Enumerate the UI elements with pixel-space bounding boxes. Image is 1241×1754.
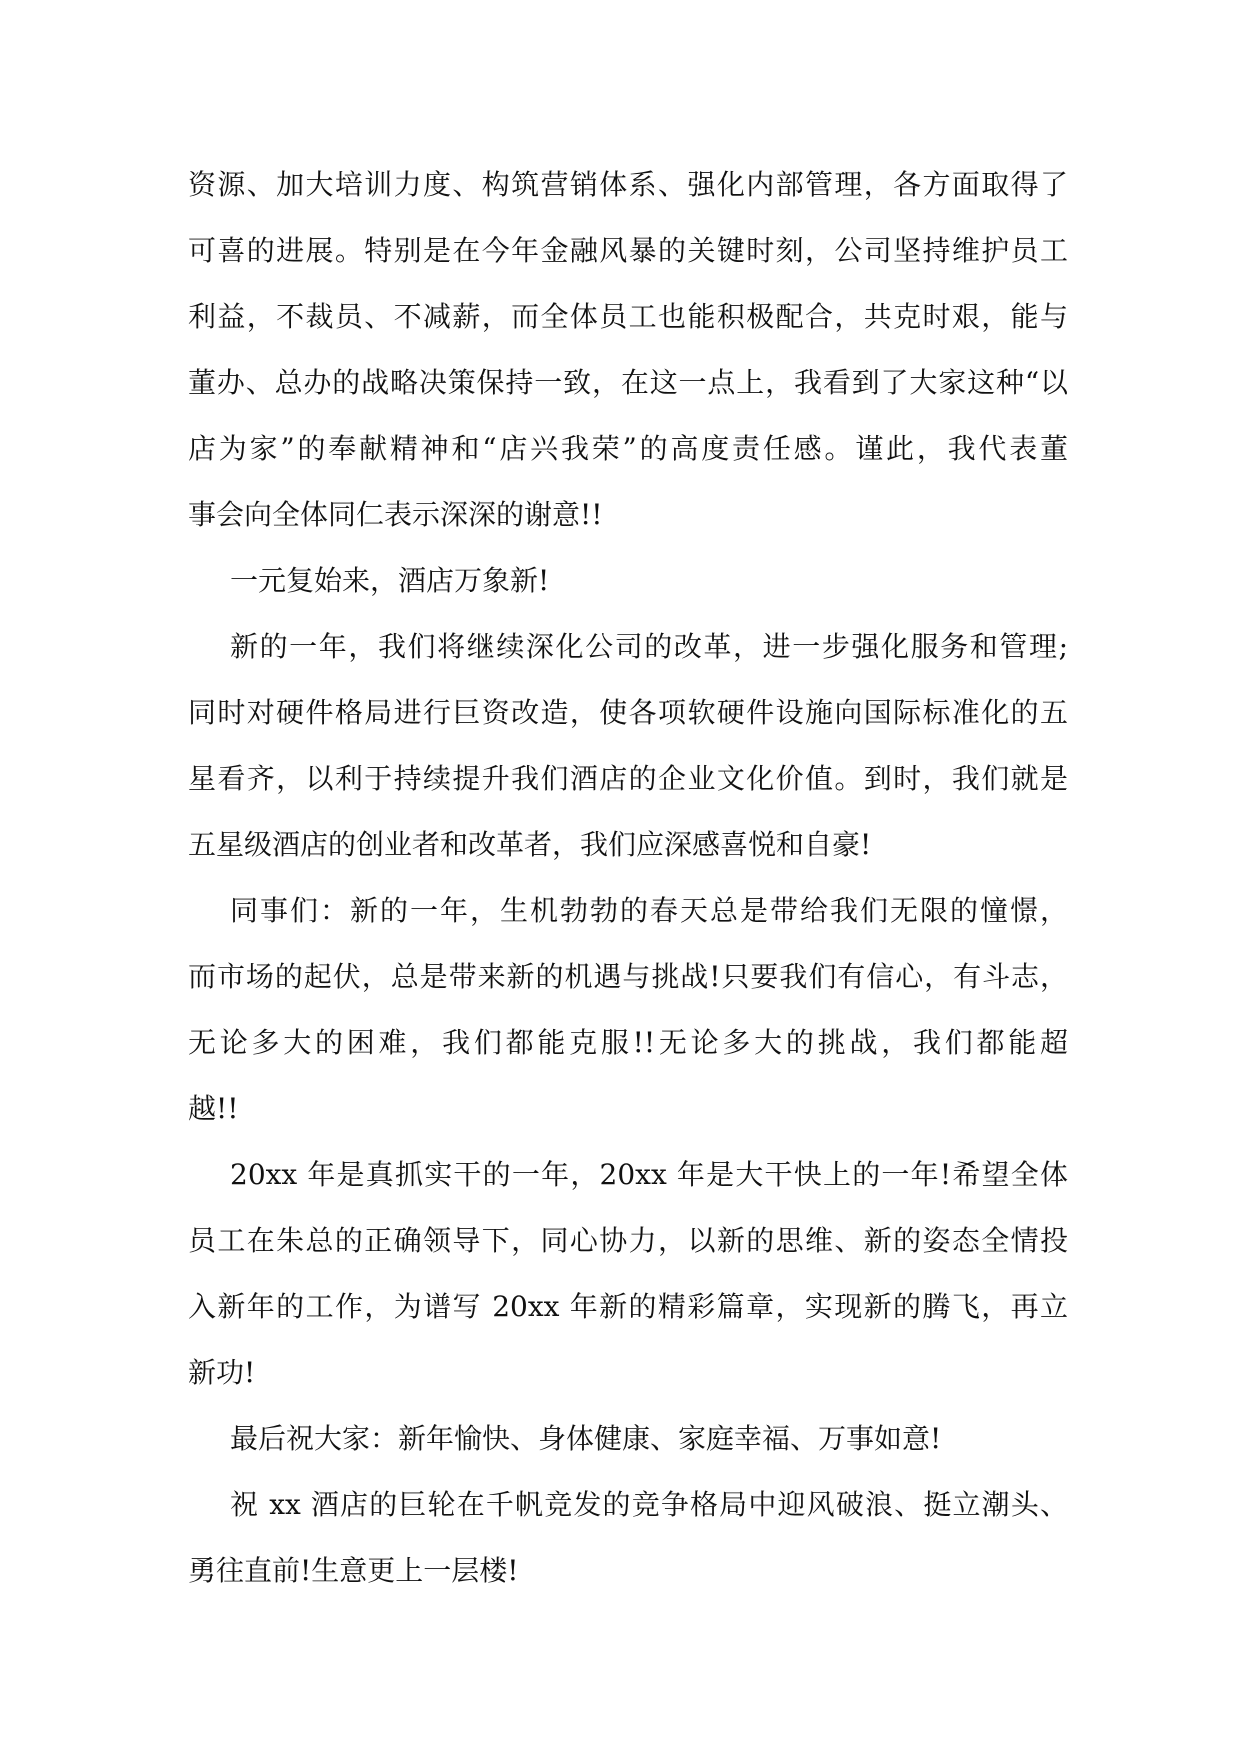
- text-line: 董办、总办的战略决策保持一致，在这一点上，我看到了大家这种“以: [188, 366, 1068, 399]
- text-line: 店为家”的奉献精神和“店兴我荣”的高度责任感。谨此，我代表董: [188, 432, 1068, 465]
- text-line: 资源、加大培训力度、构筑营销体系、强化内部管理，各方面取得了: [188, 168, 1068, 201]
- text-line: 越!!: [188, 1092, 239, 1125]
- text-line: 同事们：新的一年，生机勃勃的春天总是带给我们无限的憧憬，: [230, 894, 1068, 927]
- text-line: 可喜的进展。特别是在今年金融风暴的关键时刻，公司坚持维护员工: [188, 234, 1068, 267]
- text-line: 员工在朱总的正确领导下，同心协力，以新的思维、新的姿态全情投: [188, 1224, 1068, 1257]
- document-body: [188, 152, 1068, 1604]
- text-line: 事会向全体同仁表示深深的谢意!!: [188, 498, 603, 531]
- text-line: 星看齐，以利于持续提升我们酒店的企业文化价值。到时，我们就是: [188, 762, 1068, 795]
- paragraph-4: [188, 878, 1068, 1142]
- text-line: 新功!: [188, 1356, 256, 1389]
- text-line: 祝 xx 酒店的巨轮在千帆竞发的竞争格局中迎风破浪、挺立潮头、: [230, 1488, 1068, 1521]
- paragraph-1: [188, 152, 1068, 548]
- text-line: 同时对硬件格局进行巨资改造，使各项软硬件设施向国际标准化的五: [188, 696, 1068, 729]
- paragraph-5: [188, 1142, 1068, 1406]
- paragraph-6: [188, 1406, 1068, 1472]
- text-line: 勇往直前!生意更上一层楼!: [188, 1554, 519, 1587]
- text-line: 利益，不裁员、不减薪，而全体员工也能积极配合，共克时艰，能与: [188, 300, 1068, 333]
- text-line: 一元复始来，酒店万象新!: [230, 564, 550, 597]
- text-line: 新的一年，我们将继续深化公司的改革，进一步强化服务和管理;: [230, 630, 1068, 663]
- paragraph-7: [188, 1472, 1068, 1604]
- text-line: 五星级酒店的创业者和改革者，我们应深感喜悦和自豪!: [188, 828, 872, 861]
- text-line: 入新年的工作，为谱写 20xx 年新的精彩篇章，实现新的腾飞，再立: [188, 1290, 1068, 1323]
- paragraph-2: [188, 548, 1068, 614]
- text-line: 最后祝大家：新年愉快、身体健康、家庭幸福、万事如意!: [230, 1422, 942, 1455]
- text-line: 20xx 年是真抓实干的一年，20xx 年是大干快上的一年!希望全体: [230, 1158, 1068, 1191]
- text-line: 而市场的起伏，总是带来新的机遇与挑战!只要我们有信心，有斗志，: [188, 960, 1068, 993]
- paragraph-3: [188, 614, 1068, 878]
- text-line: 无论多大的困难，我们都能克服!!无论多大的挑战，我们都能超: [188, 1026, 1068, 1059]
